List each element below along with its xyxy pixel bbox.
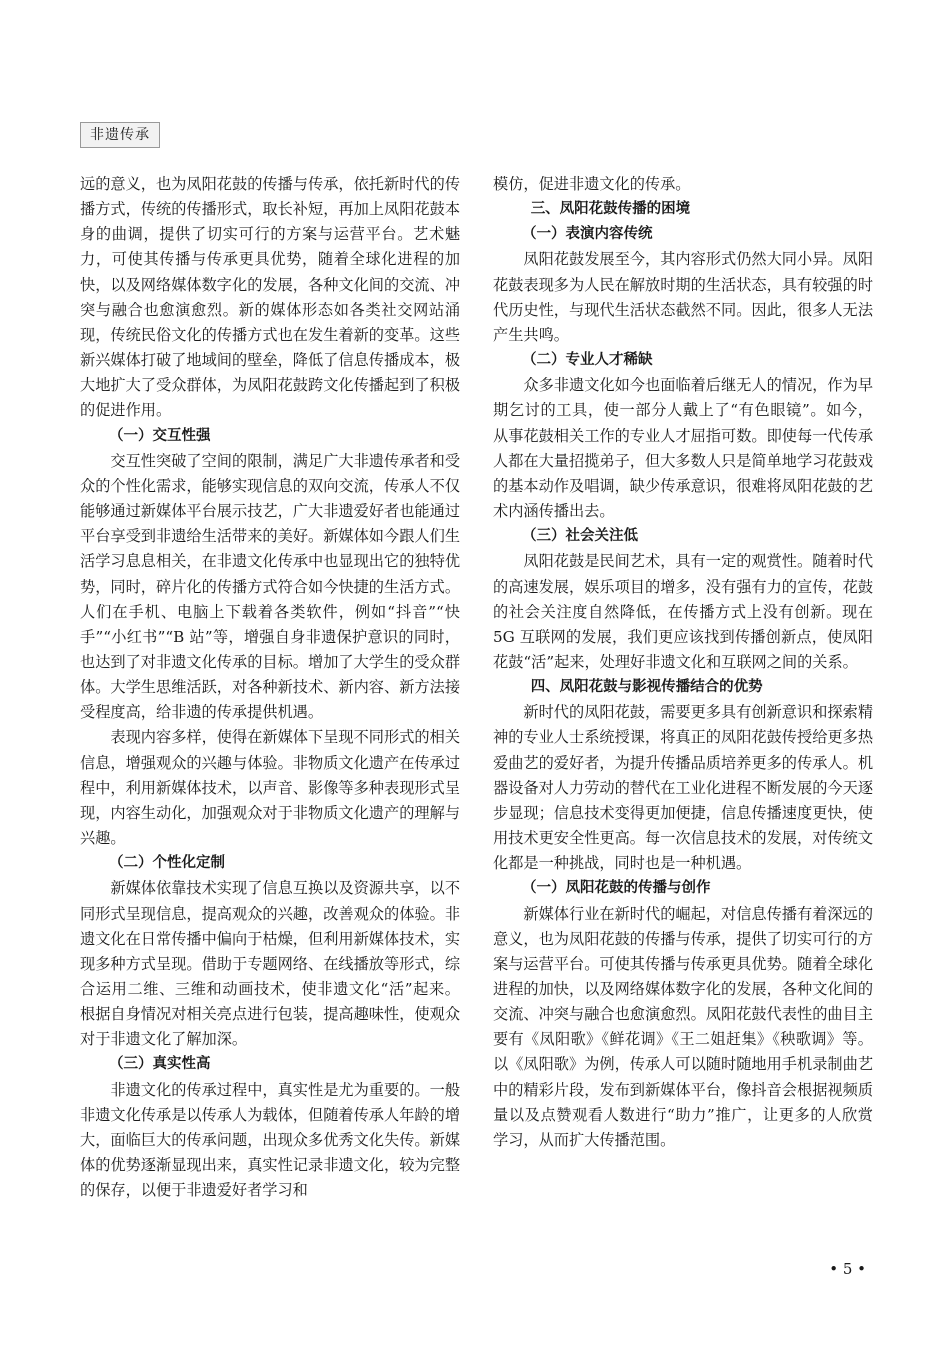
heading-social: （三）社会关注低: [522, 528, 638, 545]
paragraph-interactive-2: 表现内容多样，使得在新媒体下呈现不同形式的相关信息，增强观众的兴趣与体验。非物质文化遗产在传承过程中，利用新媒体技术，以声音、影像等多种表现形式呈现，内容生动化，加强观众对于非物质文化遗产的理解与兴趣。: [80, 728, 460, 848]
section-tag: 非遗传承: [80, 122, 160, 148]
heading-custom: （二）个性化定制: [109, 855, 225, 872]
paragraph-creation: 新媒体行业在新时代的崛起，对信息传播有着深远的意义，也为凤阳花鼓的传播与传承，提供了切实可行的方案与运营平台。可使其传播与传承更具优势。随着全球化进程的加快，以及网络媒体数字化的发展，各种文化间的交流、冲突与融合也愈演愈烈。凤阳花鼓代表性的曲目主要有《凤阳歌》《鲜花调》《王二姐赶集》《秧歌调》等。以《凤阳歌》为例，传承人可以随时随地用手机录制曲艺中的精彩片段，发布到新媒体平台，像抖音会根据视频质量以及点赞观看人数进行“助力”推广，让更多的人欣赏学习，从而扩大传播范围。: [493, 904, 873, 1149]
paragraph-continued: 模仿，促进非遗文化的传承。: [493, 175, 691, 193]
page-number: • 5 •: [829, 1260, 866, 1278]
paragraph-intro: 远的意义，也为凤阳花鼓的传播与传承，依托新时代的传播方式，传统的传播形式，取长补短，再加上凤阳花鼓本身的曲调，提供了切实可行的方案与运营平台。艺术魅力，可使其传播与传承更具优势，随着全球化进程的加快，以及网络媒体数字化的发展，各种文化间的交流、冲突与融合也愈演愈烈。新的媒体形态如各类社交网站涌现，传统民俗文化的传播方式也在发生着新的变革。这些新兴媒体打破了地域间的壁垒，降低了信息传播成本，极大地扩大了受众群体，为凤阳花鼓跨文化传播起到了积极的促进作用。: [80, 175, 460, 420]
paragraph-social: 凤阳花鼓是民间艺术，具有一定的观赏性。随着时代的高速发展，娱乐项目的增多，没有强有力的宣传，花鼓的社会关注度自然降低，在传播方式上没有创新。现在 5G 互联网的发展，我们更应该找到传播创新点，使凤阳花鼓“活”起来，处理好非遗文化和互联网之间的关系。: [493, 552, 873, 671]
heading-interactive: （一）交互性强: [109, 427, 211, 444]
heading-section-4: 四、凤阳花鼓与影视传播结合的优势: [530, 679, 763, 696]
paragraph-interactive-1: 交互性突破了空间的限制，满足广大非遗传承者和受众的个性化需求，能够实现信息的双向交流，传承人不仅能够通过新媒体平台展示技艺，广大非遗爱好者也能通过平台享受到非遗给生活带来的美好。新媒体如今跟人们生活学习息息相关，在非遗文化传承中也显现出它的独特优势，同时，碎片化的传播方式符合如今快捷的生活方式。人们在手机、电脑上下载着各类软件，例如“抖音”“快手”“小红书”“B 站”等，增强自身非遗保护意识的同时，也达到了对非遗文化传承的目标。增加了大学生的受众群体。大学生思维活跃，对各种新技术、新内容、新方法接受程度高，给非遗的传承提供机遇。: [80, 451, 460, 722]
paragraph-talent: 众多非遗文化如今也面临着后继无人的情况，作为早期乞讨的工具，使一部分人戴上了“有色眼镜”。如今，从事花鼓相关工作的专业人才屈指可数。即使每一代传承人都在大量招揽弟子，但大多数人只是简单地学习花鼓戏的基本动作及唱调，缺少传承意识，很难将凤阳花鼓的艺术内涵传播出去。: [493, 376, 873, 521]
paragraph-real: 非遗文化的传承过程中，真实性是尤为重要的。一般非遗文化传承是以传承人为载体，但随着传承人年龄的增大，面临巨大的传承问题，出现众多优秀文化失传。新媒体的优势逐渐显现出来，真实性记录非遗文化，较为完整的保存，以便于非遗爱好者学习和: [80, 1080, 460, 1200]
heading-section-3: 三、凤阳花鼓传播的困境: [530, 201, 691, 218]
heading-talent: （二）专业人才稀缺: [522, 352, 653, 369]
right-column: [493, 172, 873, 1153]
paragraph-performance: 凤阳花鼓发展至今，其内容形式仍然大同小异。凤阳花鼓表现多为人民在解放时期的生活状态，具有较强的时代历史性，与现代生活状态截然不同。因此，很多人无法产生共鸣。: [493, 250, 873, 344]
heading-performance: （一）表演内容传统: [522, 226, 653, 243]
paragraph-custom: 新媒体依靠技术实现了信息互换以及资源共享，以不同形式呈现信息，提高观众的兴趣，改善观众的体验。非遗文化在日常传播中偏向于枯燥，但利用新媒体技术，实现多种方式呈现。借助于专题网络、在线播放等形式，综合运用二维、三维和动画技术，使非遗文化“活”起来。根据自身情况对相关亮点进行包装，提高趣味性，使观众对于非遗文化了解加深。: [80, 879, 460, 1049]
heading-creation: （一）凤阳花鼓的传播与创作: [522, 880, 711, 897]
paragraph-section-4: 新时代的凤阳花鼓，需要更多具有创新意识和探索精神的专业人士系统授课，将真正的凤阳花鼓传授给更多热爱曲艺的爱好者，为提升传播品质培养更多的传承人。机器设备对人力劳动的替代在工业化进程不断发展的今天逐步显现；信息技术变得更加便捷，信息传播速度更快，使用技术更安全性更高。每一次信息技术的发展，对传统文化都是一种挑战，同时也是一种机遇。: [493, 703, 873, 873]
left-column: [80, 172, 460, 1203]
heading-real: （三）真实性高: [109, 1056, 211, 1073]
